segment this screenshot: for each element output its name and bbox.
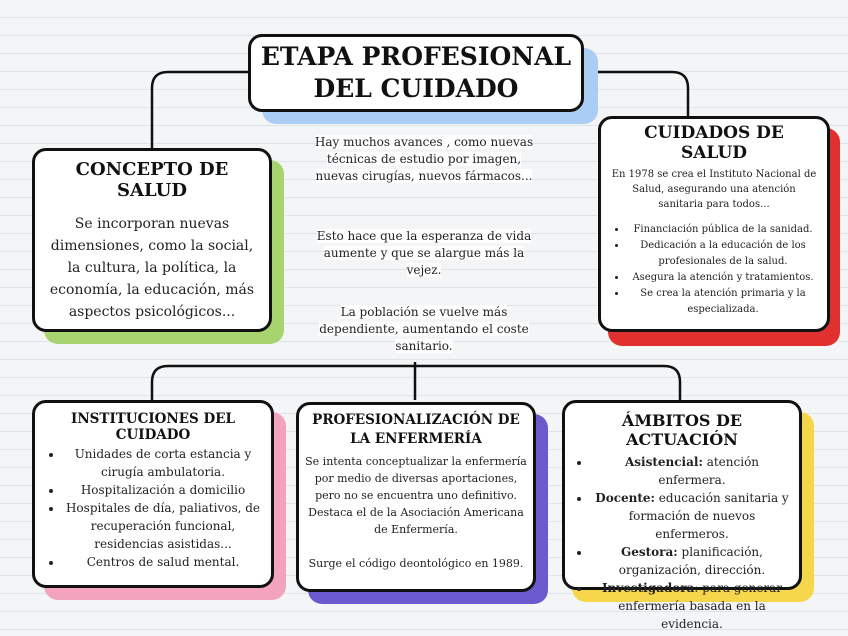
page-title-line1: ETAPA PROFESIONAL	[260, 41, 572, 71]
concepto-card	[32, 148, 272, 332]
profesionalizacion-text-2: Surge el código deontológico en 1989.	[308, 557, 524, 570]
list-item: • Asegura la atención y tratamientos.	[627, 270, 819, 286]
ambitos-card	[562, 400, 802, 631]
list-item	[591, 489, 793, 543]
connector-title-concepto	[152, 72, 250, 148]
ambito-label: Asistencial:	[624, 455, 703, 469]
list-item: • Financiación pública de la sanidad.	[627, 222, 819, 238]
center-text-1	[312, 134, 536, 185]
list-item: • Hospitalización a domicilio	[63, 481, 263, 499]
list-item	[591, 543, 793, 579]
center-paragraph-1: Hay muchos avances , como nuevas técnicas de estudio por imagen, nuevas cirugías, nuevos fármacos...	[314, 135, 534, 183]
instituciones-card	[32, 400, 274, 588]
profesionalizacion-title: PROFESIONALIZACIÓN DE LA ENFERMERÍA	[312, 412, 520, 447]
cuidados-title: CUIDADOS DE SALUD	[644, 123, 784, 163]
list-item: • Se crea la atención primaria y la especializada.	[627, 286, 819, 318]
ambito-text: : para generar enfermería basada en la evidencia.	[618, 581, 783, 631]
center-text-3	[312, 304, 536, 355]
ambitos-list	[571, 453, 793, 633]
instituciones-title: INSTITUCIONES DEL CUIDADO	[71, 411, 235, 443]
connector-title-cuidados	[588, 72, 688, 116]
ambito-label: Investigadora	[601, 581, 695, 595]
center-paragraph-3: La población se vuelve más dependiente, aumentando el coste sanitario.	[319, 305, 529, 353]
center-paragraph-2: Esto hace que la esperanza de vida aumente y que se alargue más la vejez.	[316, 229, 532, 277]
list-item: • Centros de salud mental.	[63, 553, 263, 571]
list-item: • Dedicación a la educación de los profesionales de la salud.	[627, 238, 819, 270]
ambitos-title: ÁMBITOS DE ACTUACIÓN	[621, 411, 743, 449]
list-item	[591, 453, 793, 489]
ambito-label: Gestora:	[621, 545, 678, 559]
page-title-line2: DEL CUIDADO	[313, 74, 519, 103]
list-item	[591, 579, 793, 633]
center-text-2	[312, 228, 536, 279]
ambito-text: atención enfermera.	[658, 455, 760, 487]
profesionalizacion-card	[296, 402, 536, 592]
ambito-text: planificación, organización, dirección.	[618, 545, 766, 577]
list-item: • Hospitales de día, paliativos, de recuperación funcional, residencias asistidas...	[63, 499, 263, 553]
ambito-label: Docente:	[595, 491, 655, 505]
concepto-title: CONCEPTO DE SALUD	[75, 159, 229, 201]
cuidados-list	[609, 222, 819, 318]
instituciones-list	[43, 445, 263, 571]
concepto-text: Se incorporan nuevas dimensiones, como la social, la cultura, la política, la economía, la educación, más aspectos psicológicos...	[49, 216, 255, 320]
profesionalizacion-text-1: Se intenta conceptualizar la enfermería por medio de diversas aportaciones, pero no se encuentra uno definitivo. Destaca el de la Asociación Americana de Enfermería.	[305, 455, 527, 536]
title-card	[248, 34, 584, 112]
ambito-text: educación sanitaria y formación de nuevos enfermeros.	[628, 491, 789, 541]
list-item: • Unidades de corta estancia y cirugía ambulatoria.	[63, 445, 263, 481]
cuidados-intro: En 1978 se crea el Instituto Nacional de Salud, asegurando una atención sanitaria para todos...	[611, 169, 817, 210]
cuidados-card	[598, 116, 830, 332]
